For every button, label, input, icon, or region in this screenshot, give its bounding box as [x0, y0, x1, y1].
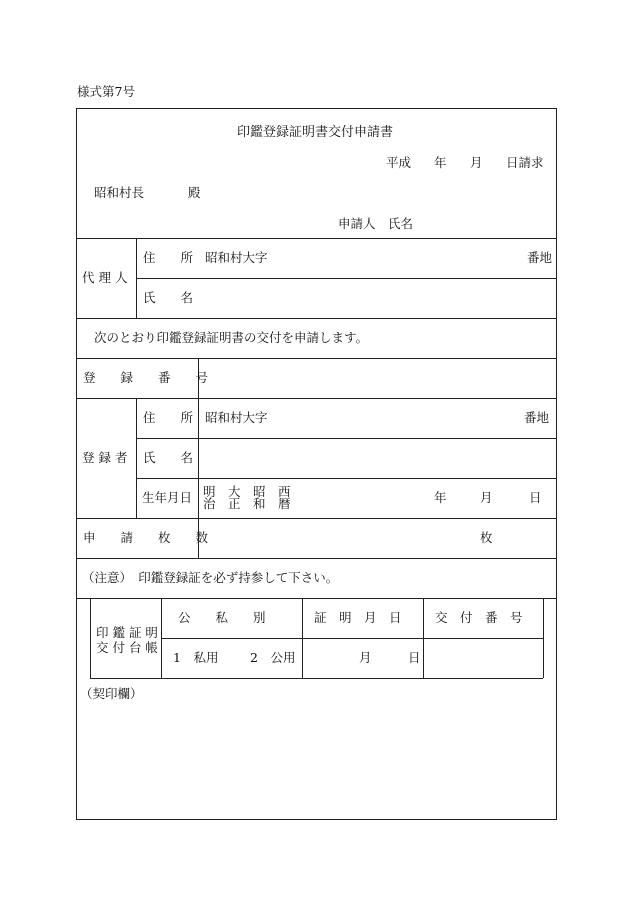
registrant-name-label: 氏 名 — [143, 450, 194, 465]
ledger-month-label: 月 — [359, 650, 372, 665]
form-title: 印鑑登録証明書交付申請書 — [236, 125, 393, 140]
ledger-col-number: 交 付 番 号 — [435, 610, 523, 625]
divider — [76, 518, 557, 519]
ledger-col-date: 証 明 月 日 — [314, 610, 402, 625]
divider — [161, 638, 543, 639]
registration-number-label: 登 録 番 号 — [83, 370, 209, 385]
seal-area — [80, 706, 552, 816]
date-month-label: 月 — [470, 155, 483, 170]
agent-label: 代 理 人 — [82, 270, 128, 285]
type-private-option[interactable]: 1 私用 — [173, 650, 219, 665]
ledger-col-type: 公 私 別 — [178, 610, 266, 625]
ledger-label-line2: 交 付 台 帳 — [96, 640, 158, 655]
applicant-name-field[interactable] — [412, 212, 552, 234]
birth-year-label: 年 — [434, 490, 447, 505]
divider — [136, 278, 557, 279]
type-public-option[interactable]: 2 公用 — [250, 650, 296, 665]
date-day-request-label: 日請求 — [506, 155, 544, 170]
divider — [76, 598, 557, 599]
registration-number-field[interactable] — [202, 362, 552, 394]
era-options-top[interactable]: 明 大 昭 西 — [203, 484, 291, 499]
addressee-honorific: 殿 — [188, 185, 201, 200]
divider — [76, 318, 557, 319]
divider — [76, 558, 557, 559]
divider — [90, 598, 91, 678]
divider — [136, 438, 557, 439]
copies-label: 申 請 枚 数 — [83, 530, 209, 545]
issue-number-field[interactable] — [427, 642, 539, 674]
agent-name-label: 氏 名 — [143, 290, 194, 305]
copies-unit: 枚 — [480, 530, 493, 545]
agent-address-label: 住 所 — [143, 250, 194, 265]
request-day-field[interactable] — [484, 152, 504, 172]
birth-day-label: 日 — [529, 490, 542, 505]
registrant-label: 登 録 者 — [82, 450, 128, 465]
ledger-day-label: 日 — [408, 650, 421, 665]
addressee: 昭和村長 — [94, 185, 145, 200]
birth-date-label: 生年月日 — [142, 490, 193, 505]
request-month-field[interactable] — [448, 152, 468, 172]
agent-address-suffix: 番地 — [527, 250, 553, 265]
agent-address-field[interactable] — [272, 242, 520, 274]
registrant-address-suffix: 番地 — [524, 410, 550, 425]
registrant-name-field[interactable] — [202, 442, 552, 474]
birth-year-field[interactable] — [290, 482, 426, 514]
divider — [136, 398, 137, 518]
agent-address-prefix: 昭和村大字 — [205, 250, 268, 265]
divider — [76, 398, 557, 399]
divider — [90, 678, 543, 679]
era-options-bottom[interactable]: 治 正 和 暦 — [203, 496, 291, 511]
applicant-name-label: 申請人 氏名 — [338, 216, 414, 231]
divider — [543, 598, 544, 678]
date-year-label: 年 — [434, 155, 447, 170]
birth-month-label: 月 — [480, 490, 493, 505]
registrant-address-label: 住 所 — [143, 410, 194, 425]
divider — [198, 358, 199, 558]
divider — [136, 478, 557, 479]
notice: （注意） 印鑑登録証を必ず持参して下さい。 — [82, 570, 339, 585]
request-year-field[interactable] — [410, 152, 432, 172]
divider — [76, 238, 557, 239]
copies-field[interactable] — [202, 522, 472, 554]
request-statement: 次のとおり印鑑登録証明書の交付を申請します。 — [94, 330, 369, 345]
date-era: 平成 — [386, 155, 412, 170]
divider — [76, 358, 557, 359]
ledger-label-line1: 印 鑑 証 明 — [96, 625, 158, 640]
agent-name-field[interactable] — [205, 282, 550, 314]
registrant-address-field[interactable] — [272, 402, 518, 434]
seal-area-label: （契印欄） — [80, 686, 143, 701]
form-number: 様式第7号 — [77, 84, 135, 99]
registrant-address-prefix: 昭和村大字 — [205, 410, 268, 425]
